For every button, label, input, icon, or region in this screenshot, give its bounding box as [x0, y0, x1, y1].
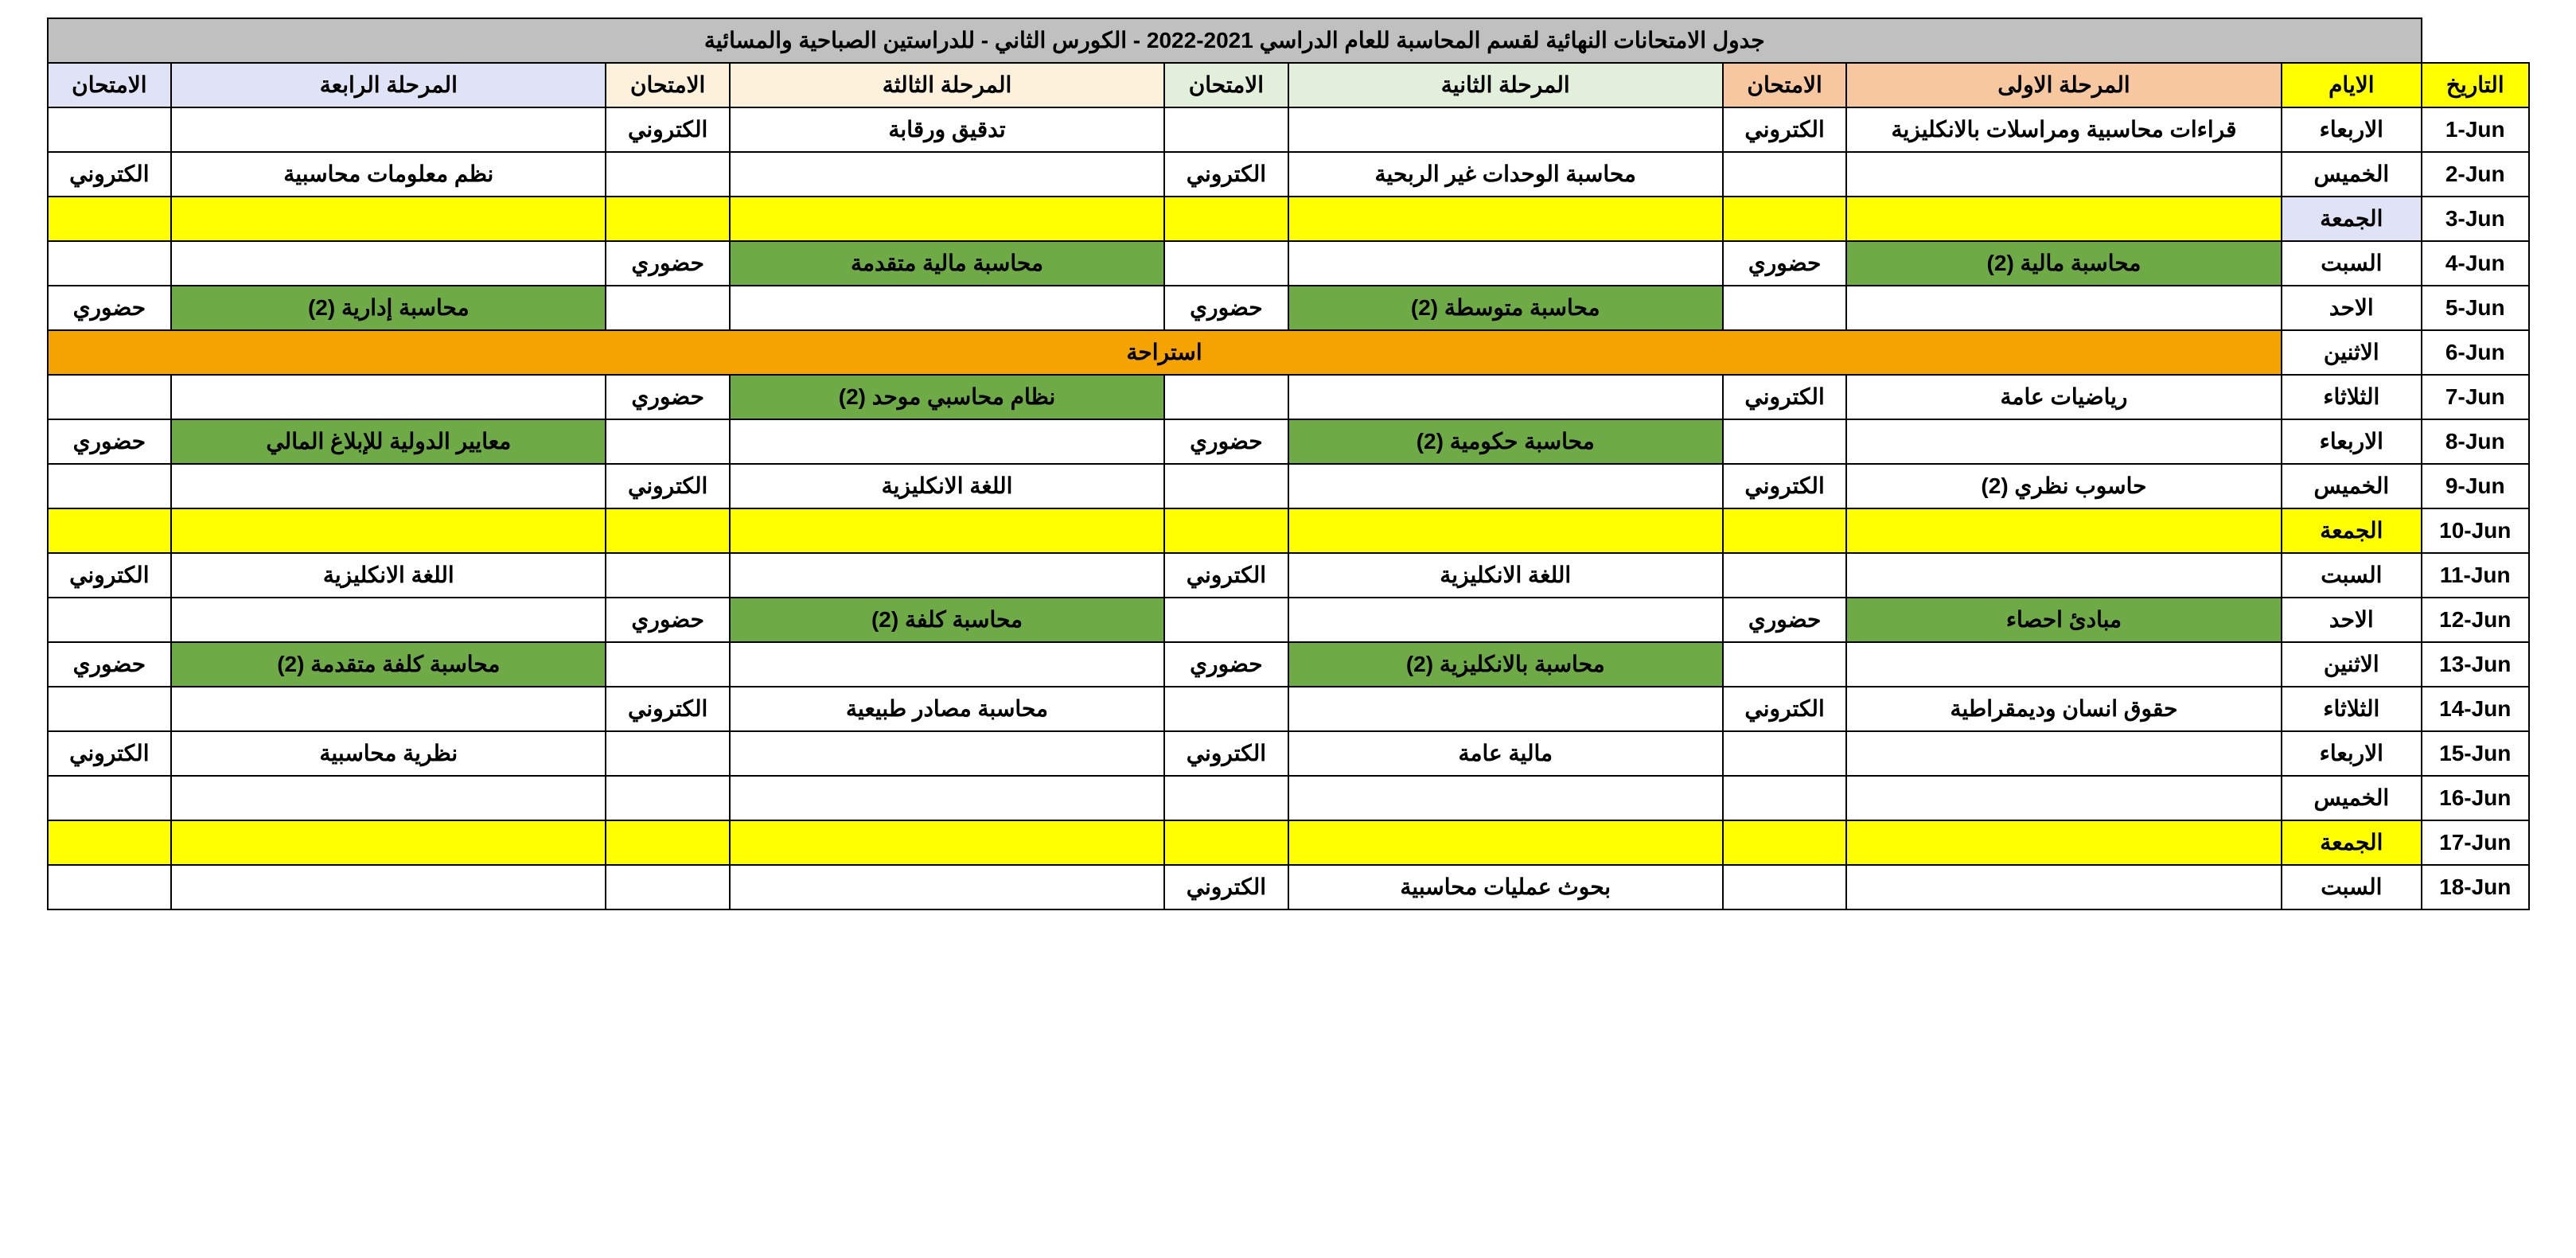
- cell-subject-stage-3: تدقيق ورقابة: [730, 107, 1164, 152]
- table-row: [48, 419, 2529, 464]
- cell-subject-stage-2: [1288, 241, 1723, 286]
- cell-subject-stage-1: [1846, 197, 2281, 241]
- cell-date: 9-Jun: [2422, 464, 2528, 508]
- cell-day: الجمعة: [2282, 508, 2422, 553]
- cell-subject-stage-3: [730, 286, 1164, 330]
- cell-subject-stage-4: [171, 598, 606, 642]
- cell-exam-mode-stage-3: الكتروني: [606, 687, 729, 731]
- cell-exam-mode-stage-1: [1723, 152, 1846, 197]
- cell-subject-stage-4: نظرية محاسبية: [171, 731, 606, 776]
- table-row: [48, 553, 2529, 598]
- title-spacer: [2422, 18, 2528, 63]
- cell-day: الاربعاء: [2282, 107, 2422, 152]
- cell-subject-stage-2: [1288, 598, 1723, 642]
- cell-subject-stage-3: [730, 553, 1164, 598]
- cell-subject-stage-2: [1288, 197, 1723, 241]
- table-row: [48, 464, 2529, 508]
- cell-subject-stage-1: رياضيات عامة: [1846, 375, 2281, 419]
- cell-date: 7-Jun: [2422, 375, 2528, 419]
- header-date: التاريخ: [2422, 63, 2528, 107]
- cell-exam-mode-stage-4: [48, 107, 172, 152]
- cell-day: السبت: [2282, 241, 2422, 286]
- cell-exam-mode-stage-4: الكتروني: [48, 553, 172, 598]
- cell-exam-mode-stage-4: [48, 375, 172, 419]
- cell-subject-stage-4: محاسبة إدارية (2): [171, 286, 606, 330]
- cell-date: 18-Jun: [2422, 865, 2528, 909]
- cell-subject-stage-4: محاسبة كلفة متقدمة (2): [171, 642, 606, 687]
- exam-schedule-table: [47, 18, 2530, 910]
- header-exam-mode-2: الامتحان: [1164, 63, 1288, 107]
- table-row: [48, 508, 2529, 553]
- cell-exam-mode-stage-4: [48, 464, 172, 508]
- cell-day: السبت: [2282, 553, 2422, 598]
- cell-subject-stage-1: [1846, 642, 2281, 687]
- header-stage-3: المرحلة الثالثة: [730, 63, 1164, 107]
- cell-exam-mode-stage-4: حضوري: [48, 419, 172, 464]
- cell-date: 16-Jun: [2422, 776, 2528, 820]
- cell-exam-mode-stage-4: الكتروني: [48, 152, 172, 197]
- cell-subject-stage-3: محاسبة مالية متقدمة: [730, 241, 1164, 286]
- table-row: [48, 197, 2529, 241]
- cell-subject-stage-3: اللغة الانكليزية: [730, 464, 1164, 508]
- cell-exam-mode-stage-3: [606, 776, 729, 820]
- cell-date: 6-Jun: [2422, 330, 2528, 375]
- cell-date: 8-Jun: [2422, 419, 2528, 464]
- cell-day: الجمعة: [2282, 820, 2422, 865]
- cell-subject-stage-3: [730, 642, 1164, 687]
- cell-subject-stage-1: [1846, 419, 2281, 464]
- cell-day: الاربعاء: [2282, 419, 2422, 464]
- cell-exam-mode-stage-1: [1723, 286, 1846, 330]
- cell-subject-stage-2: [1288, 820, 1723, 865]
- table-row: [48, 820, 2529, 865]
- cell-exam-mode-stage-2: [1164, 464, 1288, 508]
- cell-exam-mode-stage-3: الكتروني: [606, 464, 729, 508]
- cell-date: 17-Jun: [2422, 820, 2528, 865]
- cell-exam-mode-stage-2: [1164, 241, 1288, 286]
- cell-exam-mode-stage-3: [606, 197, 729, 241]
- cell-exam-mode-stage-3: حضوري: [606, 241, 729, 286]
- table-row: [48, 152, 2529, 197]
- cell-exam-mode-stage-1: [1723, 642, 1846, 687]
- cell-exam-mode-stage-2: [1164, 508, 1288, 553]
- cell-exam-mode-stage-4: حضوري: [48, 286, 172, 330]
- cell-exam-mode-stage-3: [606, 642, 729, 687]
- cell-subject-stage-3: [730, 731, 1164, 776]
- cell-subject-stage-4: نظم معلومات محاسبية: [171, 152, 606, 197]
- cell-exam-mode-stage-4: [48, 241, 172, 286]
- cell-date: 2-Jun: [2422, 152, 2528, 197]
- table-row: [48, 865, 2529, 909]
- cell-exam-mode-stage-4: [48, 197, 172, 241]
- cell-subject-stage-3: [730, 865, 1164, 909]
- cell-exam-mode-stage-4: حضوري: [48, 642, 172, 687]
- cell-exam-mode-stage-3: [606, 419, 729, 464]
- cell-exam-mode-stage-4: [48, 865, 172, 909]
- cell-subject-stage-2: [1288, 508, 1723, 553]
- cell-subject-stage-2: مالية عامة: [1288, 731, 1723, 776]
- cell-subject-stage-4: [171, 197, 606, 241]
- cell-exam-mode-stage-1: [1723, 419, 1846, 464]
- cell-subject-stage-4: [171, 107, 606, 152]
- document-title: جدول الامتحانات النهائية لقسم المحاسبة للعام الدراسي 2021-2022 - الكورس الثاني - للدراستين الصباحية والمسائية: [48, 18, 2422, 63]
- cell-subject-stage-2: محاسبة متوسطة (2): [1288, 286, 1723, 330]
- table-row: [48, 598, 2529, 642]
- cell-subject-stage-1: [1846, 286, 2281, 330]
- cell-subject-stage-2: محاسبة الوحدات غير الربحية: [1288, 152, 1723, 197]
- cell-subject-stage-1: [1846, 731, 2281, 776]
- cell-day: الاربعاء: [2282, 731, 2422, 776]
- cell-exam-mode-stage-1: الكتروني: [1723, 464, 1846, 508]
- cell-day: السبت: [2282, 865, 2422, 909]
- table-row: [48, 107, 2529, 152]
- cell-exam-mode-stage-3: [606, 820, 729, 865]
- cell-subject-stage-4: معايير الدولية للإبلاغ المالي: [171, 419, 606, 464]
- cell-exam-mode-stage-3: الكتروني: [606, 107, 729, 152]
- cell-exam-mode-stage-2: الكتروني: [1164, 865, 1288, 909]
- cell-exam-mode-stage-1: [1723, 820, 1846, 865]
- cell-date: 11-Jun: [2422, 553, 2528, 598]
- cell-date: 10-Jun: [2422, 508, 2528, 553]
- cell-exam-mode-stage-2: حضوري: [1164, 286, 1288, 330]
- table-row: [48, 241, 2529, 286]
- cell-subject-stage-3: محاسبة مصادر طبيعية: [730, 687, 1164, 731]
- cell-exam-mode-stage-2: [1164, 687, 1288, 731]
- cell-subject-stage-2: محاسبة حكومية (2): [1288, 419, 1723, 464]
- cell-subject-stage-2: [1288, 776, 1723, 820]
- cell-day: الخميس: [2282, 464, 2422, 508]
- cell-date: 15-Jun: [2422, 731, 2528, 776]
- cell-subject-stage-1: قراءات محاسبية ومراسلات بالانكليزية: [1846, 107, 2281, 152]
- cell-subject-stage-3: محاسبة كلفة (2): [730, 598, 1164, 642]
- cell-subject-stage-2: [1288, 687, 1723, 731]
- cell-exam-mode-stage-2: [1164, 107, 1288, 152]
- cell-exam-mode-stage-3: [606, 508, 729, 553]
- cell-subject-stage-4: [171, 241, 606, 286]
- table-row: [48, 687, 2529, 731]
- cell-break-notice: استراحة: [48, 330, 2282, 375]
- cell-subject-stage-4: [171, 508, 606, 553]
- cell-date: 14-Jun: [2422, 687, 2528, 731]
- cell-exam-mode-stage-1: [1723, 553, 1846, 598]
- cell-subject-stage-1: [1846, 865, 2281, 909]
- cell-exam-mode-stage-2: [1164, 197, 1288, 241]
- cell-date: 5-Jun: [2422, 286, 2528, 330]
- cell-exam-mode-stage-4: [48, 508, 172, 553]
- cell-exam-mode-stage-1: [1723, 776, 1846, 820]
- cell-exam-mode-stage-1: حضوري: [1723, 241, 1846, 286]
- cell-exam-mode-stage-2: [1164, 820, 1288, 865]
- cell-subject-stage-2: [1288, 464, 1723, 508]
- cell-exam-mode-stage-1: [1723, 508, 1846, 553]
- cell-exam-mode-stage-2: الكتروني: [1164, 553, 1288, 598]
- cell-subject-stage-4: [171, 375, 606, 419]
- cell-subject-stage-1: حقوق انسان وديمقراطية: [1846, 687, 2281, 731]
- cell-subject-stage-4: [171, 687, 606, 731]
- cell-subject-stage-3: نظام محاسبي موحد (2): [730, 375, 1164, 419]
- header-exam-mode-3: الامتحان: [606, 63, 729, 107]
- cell-exam-mode-stage-1: الكتروني: [1723, 375, 1846, 419]
- cell-exam-mode-stage-4: [48, 687, 172, 731]
- cell-exam-mode-stage-2: الكتروني: [1164, 731, 1288, 776]
- cell-exam-mode-stage-3: [606, 553, 729, 598]
- cell-subject-stage-1: [1846, 820, 2281, 865]
- cell-day: الاحد: [2282, 598, 2422, 642]
- cell-date: 3-Jun: [2422, 197, 2528, 241]
- cell-exam-mode-stage-2: [1164, 375, 1288, 419]
- cell-subject-stage-1: مبادئ احصاء: [1846, 598, 2281, 642]
- table-row: [48, 286, 2529, 330]
- table-title-row: [48, 18, 2529, 63]
- cell-exam-mode-stage-3: [606, 731, 729, 776]
- cell-subject-stage-1: [1846, 152, 2281, 197]
- cell-exam-mode-stage-2: الكتروني: [1164, 152, 1288, 197]
- table-header-row: [48, 63, 2529, 107]
- cell-subject-stage-4: [171, 464, 606, 508]
- cell-exam-mode-stage-3: حضوري: [606, 598, 729, 642]
- table-row: [48, 375, 2529, 419]
- cell-subject-stage-3: [730, 820, 1164, 865]
- cell-subject-stage-4: اللغة الانكليزية: [171, 553, 606, 598]
- cell-day: الخميس: [2282, 152, 2422, 197]
- cell-date: 13-Jun: [2422, 642, 2528, 687]
- header-exam-mode-1: الامتحان: [1723, 63, 1846, 107]
- cell-day: الثلاثاء: [2282, 375, 2422, 419]
- cell-date: 12-Jun: [2422, 598, 2528, 642]
- cell-subject-stage-3: [730, 419, 1164, 464]
- cell-exam-mode-stage-3: [606, 865, 729, 909]
- cell-date: 1-Jun: [2422, 107, 2528, 152]
- cell-subject-stage-4: [171, 776, 606, 820]
- cell-exam-mode-stage-1: الكتروني: [1723, 107, 1846, 152]
- cell-exam-mode-stage-2: حضوري: [1164, 642, 1288, 687]
- cell-day: الثلاثاء: [2282, 687, 2422, 731]
- cell-subject-stage-1: محاسبة مالية (2): [1846, 241, 2281, 286]
- cell-exam-mode-stage-2: حضوري: [1164, 419, 1288, 464]
- cell-day: الجمعة: [2282, 197, 2422, 241]
- cell-exam-mode-stage-1: [1723, 865, 1846, 909]
- cell-exam-mode-stage-2: [1164, 598, 1288, 642]
- cell-exam-mode-stage-1: [1723, 197, 1846, 241]
- cell-date: 4-Jun: [2422, 241, 2528, 286]
- cell-subject-stage-4: [171, 865, 606, 909]
- cell-exam-mode-stage-3: [606, 152, 729, 197]
- cell-exam-mode-stage-2: [1164, 776, 1288, 820]
- cell-exam-mode-stage-3: [606, 286, 729, 330]
- cell-subject-stage-1: [1846, 776, 2281, 820]
- cell-subject-stage-2: اللغة الانكليزية: [1288, 553, 1723, 598]
- cell-day: الاثنين: [2282, 642, 2422, 687]
- table-row: [48, 330, 2529, 375]
- header-exam-mode-4: الامتحان: [48, 63, 172, 107]
- cell-exam-mode-stage-3: حضوري: [606, 375, 729, 419]
- cell-day: الخميس: [2282, 776, 2422, 820]
- cell-subject-stage-2: [1288, 107, 1723, 152]
- cell-exam-mode-stage-4: [48, 820, 172, 865]
- header-stage-4: المرحلة الرابعة: [171, 63, 606, 107]
- cell-day: الاحد: [2282, 286, 2422, 330]
- cell-subject-stage-3: [730, 776, 1164, 820]
- cell-subject-stage-3: [730, 197, 1164, 241]
- cell-subject-stage-4: [171, 820, 606, 865]
- cell-exam-mode-stage-4: [48, 776, 172, 820]
- header-stage-2: المرحلة الثانية: [1288, 63, 1723, 107]
- header-stage-1: المرحلة الاولى: [1846, 63, 2281, 107]
- cell-exam-mode-stage-1: الكتروني: [1723, 687, 1846, 731]
- cell-exam-mode-stage-4: الكتروني: [48, 731, 172, 776]
- cell-subject-stage-3: [730, 508, 1164, 553]
- cell-exam-mode-stage-1: حضوري: [1723, 598, 1846, 642]
- cell-subject-stage-2: بحوث عمليات محاسبية: [1288, 865, 1723, 909]
- table-row: [48, 642, 2529, 687]
- cell-subject-stage-3: [730, 152, 1164, 197]
- cell-subject-stage-1: [1846, 508, 2281, 553]
- table-row: [48, 731, 2529, 776]
- cell-subject-stage-1: [1846, 553, 2281, 598]
- cell-day: الاثنين: [2282, 330, 2422, 375]
- cell-subject-stage-2: محاسبة بالانكليزية (2): [1288, 642, 1723, 687]
- cell-exam-mode-stage-1: [1723, 731, 1846, 776]
- header-day: الايام: [2282, 63, 2422, 107]
- cell-subject-stage-1: حاسوب نظري (2): [1846, 464, 2281, 508]
- cell-subject-stage-2: [1288, 375, 1723, 419]
- cell-exam-mode-stage-4: [48, 598, 172, 642]
- table-row: [48, 776, 2529, 820]
